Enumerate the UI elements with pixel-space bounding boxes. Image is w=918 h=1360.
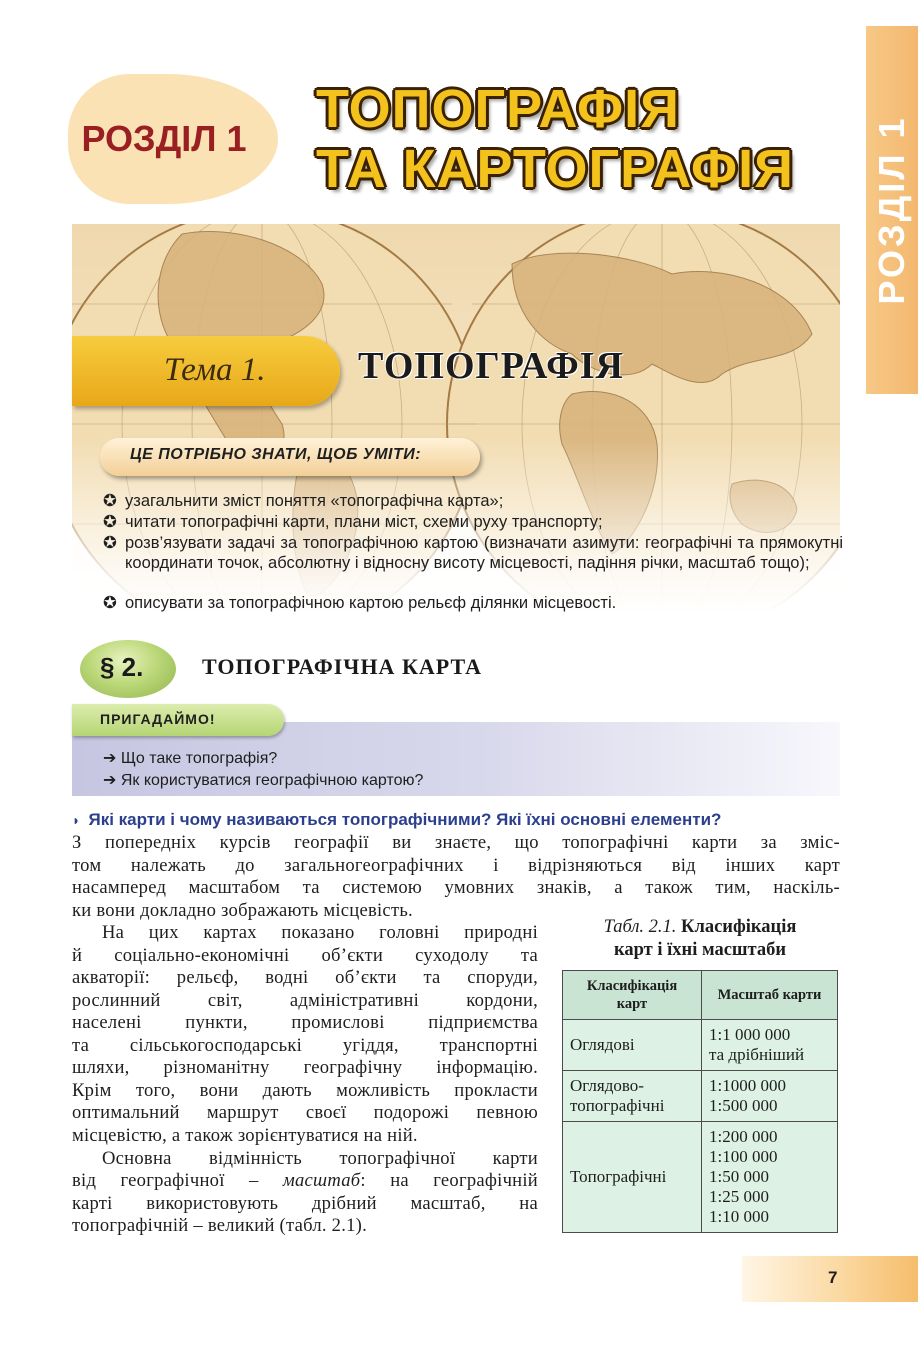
table-cell-scale — [702, 1122, 838, 1233]
body-line: населені пункти, промислові підприємства — [72, 1012, 538, 1033]
table-header-row — [563, 971, 838, 1020]
body-line: том належать до загальногеографічних і відрізняються від інших карт — [72, 855, 840, 876]
body-line: оптимальний маршрут своєї подорожі певною — [72, 1102, 538, 1123]
body-line: шляхи, різноманітну географічну інформацію. — [72, 1057, 538, 1078]
table-header-cell: Класифікація карт — [563, 971, 702, 1020]
recall-label-pill — [72, 704, 284, 736]
goal-item: ✪ читати топографічні карти, плани міст, схеми руху транспорту; — [103, 513, 603, 531]
recall-question: ➔ Як користуватися географічною картою? — [103, 772, 424, 789]
table-caption-title: Класифікація — [681, 917, 797, 937]
paragraph-number: § 2. — [100, 652, 144, 682]
scale-value: 1:50 000 — [709, 1167, 769, 1186]
body-line: Основна відмінність топографічної карти — [102, 1148, 538, 1169]
theme-title: ТОПОГРАФІЯ — [358, 345, 624, 387]
table-cell-class: Топографічні — [563, 1122, 702, 1233]
goal-item: ✪ узагальнити зміст поняття «топографічна карта»; — [103, 492, 504, 510]
theme-label: Тема 1. — [164, 352, 266, 388]
question-marker-icon: ◗ — [72, 812, 81, 828]
scale-value: 1:10 000 — [709, 1207, 769, 1226]
section-badge — [68, 74, 278, 204]
body-line: топографічній – великий (табл. 2.1). — [72, 1215, 368, 1236]
star-bullet-icon: ✪ — [103, 594, 117, 612]
body-line: акваторії: рельєф, водні об’єкти та споруди, — [72, 967, 538, 988]
table-caption-label: Табл. 2.1. — [603, 917, 677, 937]
star-bullet-icon: ✪ — [103, 513, 117, 531]
recall-question: ➔ Що таке топографія? — [103, 750, 278, 767]
table-cell-class: Оглядові — [563, 1020, 702, 1071]
table-row — [563, 1122, 838, 1233]
table-row — [563, 1020, 838, 1071]
paragraph-number-badge — [80, 640, 176, 698]
scale-value: 1:200 000 — [709, 1127, 778, 1146]
main-title-line-1: ТОПОГРАФІЯ — [316, 79, 680, 139]
body-line: карті використовують дрібний масштаб, на — [72, 1193, 538, 1214]
scale-value: 1:1 000 000 — [709, 1025, 791, 1044]
scale-value: 1:1000 000 — [709, 1076, 786, 1095]
star-bullet-icon: ✪ — [103, 492, 117, 510]
table-row — [563, 1071, 838, 1122]
body-line: місцевістю, а також зорієнтуватися на ній. — [72, 1125, 418, 1146]
body-line: Крім того, вони дають можливість прокласти — [72, 1080, 538, 1101]
table-cell-scale — [702, 1020, 838, 1071]
side-section-tab — [866, 26, 918, 394]
side-tab-label: РОЗДІЛ 1 — [871, 115, 912, 305]
key-question-text: Які карти і чому називаються топографічними? Які їхні основні елементи? — [88, 810, 722, 829]
recall-label: ПРИГАДАЙМО! — [100, 711, 216, 727]
body-line: від географічної – масштаб: на географічній — [72, 1170, 538, 1191]
table-caption — [560, 916, 840, 962]
theme-label-bar — [72, 336, 340, 406]
table-header-cell: Масштаб карти — [702, 971, 838, 1020]
scale-value: та дрібніший — [709, 1045, 805, 1064]
table-cell-scale — [702, 1071, 838, 1122]
section-badge-label: РОЗДІЛ 1 — [81, 118, 247, 159]
need-to-know-banner — [100, 438, 480, 476]
table-cell-class: Оглядово- топографічні — [563, 1071, 702, 1122]
body-line: насамперед масштабом та системою умовних знаків, а також тим, наскіль- — [72, 877, 840, 898]
need-to-know-label: ЦЕ ПОТРІБНО ЗНАТИ, ЩОБ УМІТИ: — [130, 446, 422, 463]
main-title-line-2: ТА КАРТОГРАФІЯ — [316, 139, 794, 199]
scale-value: 1:100 000 — [709, 1147, 778, 1166]
page-number: 7 — [828, 1268, 838, 1287]
table-caption-title-2: карт і їхні масштаби — [614, 940, 786, 960]
map-scales-table — [562, 970, 838, 1233]
page-number-bar — [742, 1256, 918, 1302]
paragraph-title: ТОПОГРАФІЧНА КАРТА — [202, 654, 482, 679]
star-bullet-icon: ✪ — [103, 534, 117, 552]
body-line: та сільськогосподарські угіддя, транспортні — [72, 1035, 538, 1056]
scale-value: 1:500 000 — [709, 1096, 778, 1115]
goal-item: ✪ описувати за топографічною картою рельєф ділянки місцевості. — [103, 594, 617, 612]
scale-value: 1:25 000 — [709, 1187, 769, 1206]
body-line: ки вони докладно зображають місцевість. — [72, 900, 413, 921]
term-scale: масштаб — [282, 1170, 361, 1191]
body-line: рослинний світ, адміністративні кордони, — [72, 990, 538, 1011]
body-line: На цих картах показано головні природні — [102, 922, 538, 943]
key-question — [72, 810, 721, 830]
body-line: й соціально-економічні об’єкти суходолу та — [72, 945, 538, 966]
goal-item: ✪ розв’язувати задачі за топографічною картою (визначати азимути: географічні та прямокутні координати точок, абсолютну і відносну висоту місцевості, падіння річки, масштаб тощо); — [103, 534, 843, 572]
body-line: З попередніх курсів географії ви знаєте, що топографічні карти за зміс- — [72, 832, 840, 853]
